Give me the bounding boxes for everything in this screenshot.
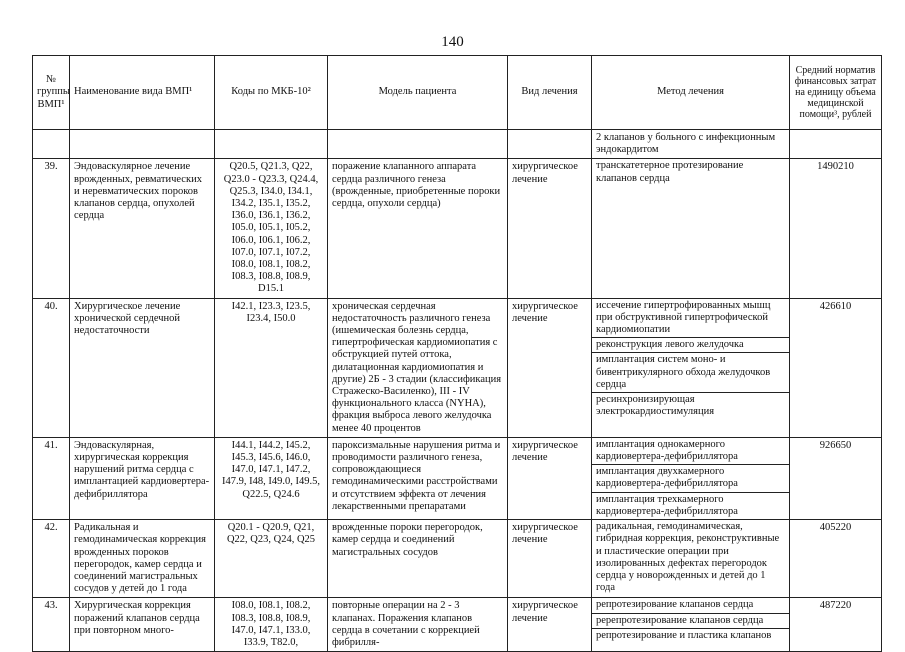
vmp-name: Радикальная и гемодинамическая коррекция врожденных пороков перегородок, камер сердца и соединений магистральных сосудов у детей до 1 года xyxy=(70,520,215,598)
group-number: 39. xyxy=(33,159,70,298)
vmp-name: Эндоваскулярная, хирургическая коррекция нарушений ритма сердца с имплантацией кардиовертера-дефибриллятора xyxy=(70,437,215,519)
icd-codes: Q20.1 - Q20.9, Q21, Q22, Q23, Q24, Q25 xyxy=(215,520,328,598)
header-patient-model: Модель пациента xyxy=(328,56,508,130)
table-row xyxy=(33,437,882,519)
method-item: имплантация двухкамерного кардиовертера-дефибриллятора xyxy=(592,465,789,492)
header-treatment-method: Метод лечения xyxy=(592,56,790,130)
table-row xyxy=(33,520,882,598)
vmp-name: Хирургическое лечение хронической сердечной недостаточности xyxy=(70,298,215,437)
method-item: ресинхронизирующая электрокардиостимуляция xyxy=(596,394,715,418)
treatment-methods xyxy=(592,598,790,652)
treatment-type: хирургическое лечение xyxy=(508,298,592,437)
method-item: имплантация однокамерного кардиовертера-дефибриллятора xyxy=(592,438,789,465)
continuation-method: 2 клапанов у больного с инфекционным эндокардитом xyxy=(592,130,790,159)
treatment-type: хирургическое лечение xyxy=(508,159,592,298)
method-item: иссечение гипертрофированных мышц при обструктивной гипертрофической кардиомиопатии xyxy=(592,299,789,339)
treatment-type: хирургическое лечение xyxy=(508,520,592,598)
treatment-methods xyxy=(592,298,790,437)
icd-codes: I42.1, I23.3, I23.5, I23.4, I50.0 xyxy=(215,298,328,437)
icd-codes: I08.0, I08.1, I08.2, I08.3, I08.8, I08.9, I47.0, I47.1, I33.0, I33.9, T82.0, xyxy=(215,598,328,652)
treatment-type: хирургическое лечение xyxy=(508,598,592,652)
group-number: 43. xyxy=(33,598,70,652)
method-item: радикальная, гемодинамическая, гибридная коррекция, реконструктивные и пластические операции при изолированных дефектах перегородок сердца у новорожденных и детей до 1 года xyxy=(596,521,780,594)
method-item: репротезирование клапанов сердца xyxy=(592,598,789,613)
group-number: 42. xyxy=(33,520,70,598)
treatment-methods xyxy=(592,437,790,519)
header-average-cost: Средний норматив финансовых затрат на единицу объема медицинской помощи³, рублей xyxy=(790,56,882,130)
method-item: имплантация трехкамерного кардиовертера-дефибриллятора xyxy=(596,493,738,517)
vmp-table xyxy=(32,55,882,652)
method-item: ререпротезирование клапанов сердца xyxy=(592,614,789,629)
average-cost: 405220 xyxy=(790,520,882,598)
header-group-number: № группы ВМП¹ xyxy=(33,56,70,130)
icd-codes: I44.1, I44.2, I45.2, I45.3, I45.6, I46.0, I47.0, I47.1, I47.2, I47.9, I48, I49.0, I49.5, Q22.5, Q24.6 xyxy=(215,437,328,519)
group-number: 41. xyxy=(33,437,70,519)
header-row xyxy=(33,56,882,130)
table-row xyxy=(33,159,882,298)
method-item: имплантация систем моно- и бивентрикулярного обхода желудочков сердца xyxy=(592,353,789,393)
page-number: 140 xyxy=(441,34,464,50)
group-number: 40. xyxy=(33,298,70,437)
header-treatment-type: Вид лечения xyxy=(508,56,592,130)
header-icd-codes: Коды по МКБ-10² xyxy=(215,56,328,130)
table-row xyxy=(33,298,882,437)
header-vmp-name: Наименование вида ВМП¹ xyxy=(70,56,215,130)
treatment-methods xyxy=(592,520,790,598)
icd-codes: Q20.5, Q21.3, Q22, Q23.0 - Q23.3, Q24.4, Q25.3, I34.0, I34.1, I34.2, I35.1, I35.2, I36.0, I36.1, I36.2, I05.0, I05.1, I05.2, I06.0, I06.1, I06.2, I07.0, I07.1, I07.2, I08.0, I08.1, I08.2, I08.3, I08.8, I08.9, D15.1 xyxy=(215,159,328,298)
average-cost: 426610 xyxy=(790,298,882,437)
average-cost: 1490210 xyxy=(790,159,882,298)
method-item: репротезирование и пластика клапанов xyxy=(596,629,772,641)
method-item: транскатетерное протезирование клапанов сердца xyxy=(596,160,744,184)
method-item: реконструкция левого желудочка xyxy=(592,338,789,353)
vmp-name: Хирургическая коррекция поражений клапанов сердца при повторном много- xyxy=(70,598,215,652)
table-row xyxy=(33,598,882,652)
vmp-name: Эндоваскулярное лечение врожденных, ревматических и неревматических пороков клапанов сердца, опухолей сердца xyxy=(70,159,215,298)
patient-model: повторные операции на 2 - 3 клапанах. Поражения клапанов сердца в сочетании с коррекцией фибрилля- xyxy=(328,598,508,652)
patient-model: врожденные пороки перегородок, камер сердца и соединений магистральных сосудов xyxy=(328,520,508,598)
average-cost: 926650 xyxy=(790,437,882,519)
average-cost: 487220 xyxy=(790,598,882,652)
patient-model: поражение клапанного аппарата сердца различного генеза (врожденные, приобретенные пороки сердца, опухоли сердца) xyxy=(328,159,508,298)
patient-model: хроническая сердечная недостаточность различного генеза (ишемическая болезнь сердца, гипертрофическая кардиомиопатия с обструкцией путей оттока, дилатационная кардиомиопатия и другие) 2Б - 3 стадии (классификация Стражеско-Василенко), III - IV функционального класса (NYHA), фракция выброса левого желудочка менее 40 процентов xyxy=(328,298,508,437)
patient-model: пароксизмальные нарушения ритма и проводимости различного генеза, сопровождающиеся гемодинамическими расстройствами и отсутствием эффекта от лечения лекарственными препаратами xyxy=(328,437,508,519)
treatment-methods xyxy=(592,159,790,298)
treatment-type: хирургическое лечение xyxy=(508,437,592,519)
continuation-row xyxy=(33,130,882,159)
